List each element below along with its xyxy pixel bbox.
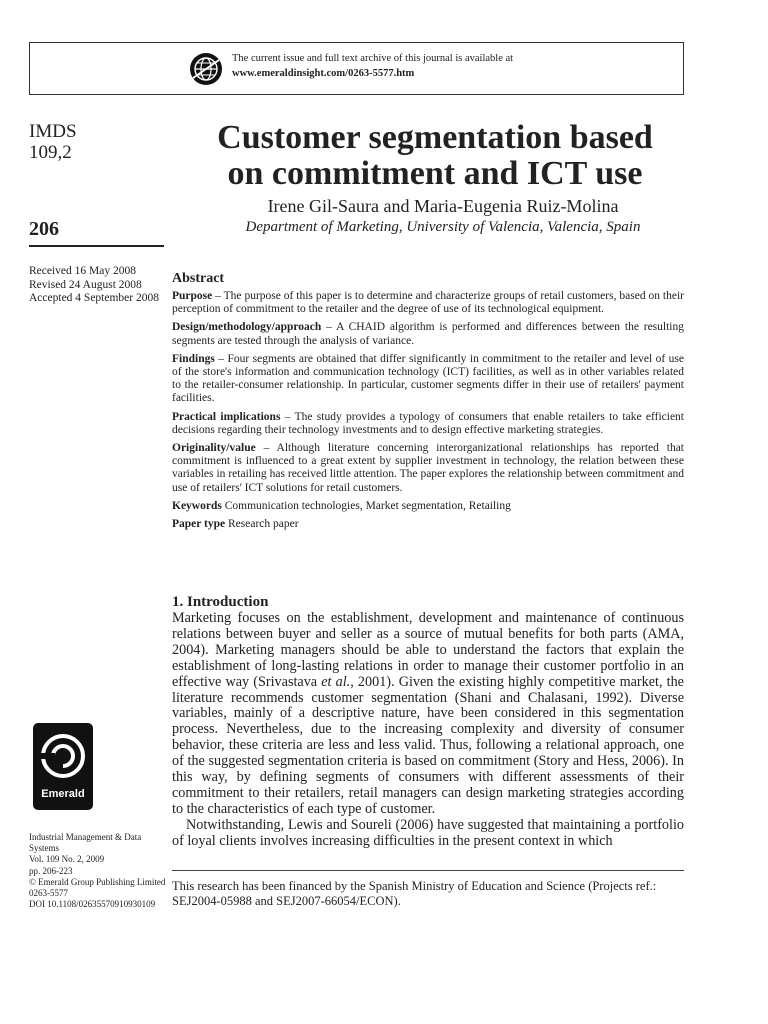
para1-part-a: Marketing focuses on the establishment, development and maintenance of continuous relations between buyer and seller as a source of mutual benefits for both parts (AMA, 2004). Marketing managers should be able to understand the factors that explain the establishment of long-lasting relations in order to manage their customer portfolio in an effective way (Srivastava — [172, 610, 684, 690]
introduction-paragraph-2: Notwithstanding, Lewis and Soureli (2006) have suggested that maintaining a portfolio of loyal clients involves increasing difficulties in the present context in which — [172, 816, 684, 849]
design-label: Design/methodology/approach — [172, 321, 322, 334]
affiliation: Department of Marketing, University of Valencia, Valencia, Spain — [245, 219, 641, 235]
introduction-heading: 1. Introduction — [172, 594, 269, 610]
abstract-originality — [172, 442, 684, 495]
article-title — [170, 120, 700, 192]
revised-date: Revised 24 August 2008 — [29, 278, 142, 291]
introduction-paragraph-1 — [172, 611, 684, 818]
et-al: et al. — [321, 673, 351, 690]
publication-info — [29, 832, 169, 910]
page-number-rule — [29, 245, 164, 247]
authors: Irene Gil-Saura and Maria-Eugenia Ruiz-Molina — [267, 196, 619, 216]
purpose-label: Purpose — [172, 290, 213, 302]
pub-copyright: © Emerald Group Publishing Limited — [29, 876, 166, 887]
originality-text: – Although literature concerning interorganizational relationships has reported that commitment is influenced to a great extent by supplier investment in technology, the relation between these variables in retailing has received little attention. The paper explores the relationship between commitment and use of retailers' ICT solutions for retail customers. — [172, 442, 684, 494]
title-line-2: on commitment and ICT use — [227, 155, 643, 192]
abstract-heading: Abstract — [172, 271, 225, 286]
pub-issn: 0263-5577 — [29, 888, 68, 899]
para1-part-b: , 2001). Given the existing highly competitive market, the literature recommends customer segmentation (Shani and Chalasani, 1992). Diverse variables, mainly of a descriptive nature, have been considered in this segmentation process. Nevertheless, due to the increasing complexity and diversity of consumer behavior, these criteria are less and less valid. Thus, following a relational approach, one of the suggested segmentation criteria is based on commitment (Story and Hess, 2006). In this way, by defining segments of consumers with different assessments of their commitment to their retailers, retail managers can design marketing strategies according to the characteristics of each type of customer. — [172, 673, 684, 817]
keywords-text: Communication technologies, Market segmentation, Retailing — [221, 499, 511, 512]
received-date: Received 16 May 2008 — [29, 265, 136, 277]
pub-journal-line-1: Industrial Management & Data — [29, 832, 142, 842]
pub-pages: pp. 206-223 — [29, 865, 73, 876]
abstract-practical — [172, 411, 684, 437]
paper-type-text: Research paper — [225, 518, 299, 531]
abstract-section — [172, 271, 684, 536]
keywords-label: Keywords — [172, 499, 222, 512]
accepted-date: Accepted 4 September 2008 — [29, 292, 159, 304]
keywords — [172, 500, 684, 513]
findings-text: – Four segments are obtained that differ significantly in commitment to the retailer and level of use of the store's information and communication technology (ICT) facilities, as well as in other variables related to the retailer-consumer relationship. In particular, customer segments differ in their use of retailers' payment facilities. — [172, 352, 684, 405]
page-number: 206 — [29, 218, 59, 240]
title-line-1: Customer segmentation based — [217, 119, 653, 156]
archive-notice: The current issue and full text archive of this journal is available at — [232, 53, 514, 64]
received-dates — [29, 265, 159, 306]
funding-footnote: This research has been financed by the Spanish Ministry of Education and Science (Projects ref.: SEJ2004-05988 and SEJ2007-66054/ECON). — [172, 879, 657, 908]
paper-type-label: Paper type — [172, 518, 226, 531]
design-text: – A CHAID algorithm is performed and differences between the resulting segments are tested through the analysis of variance. — [172, 321, 684, 347]
introduction-section — [172, 594, 684, 850]
globe-icon — [189, 52, 223, 86]
abstract-design — [172, 321, 684, 347]
journal-url-link[interactable]: www.emeraldinsight.com/0263-5577.htm — [232, 68, 415, 79]
emerald-logo-text: Emerald — [41, 788, 85, 800]
practical-label: Practical implications — [172, 410, 281, 423]
journal-volume: 109,2 — [29, 142, 72, 163]
purpose-text: – The purpose of this paper is to determine and characterize groups of retail customers, based on their perception of commitment to the retailer and the degree of use of its technological equipment. — [172, 290, 684, 316]
findings-label: Findings — [172, 352, 215, 365]
emerald-swirl-icon — [33, 725, 93, 787]
pub-doi: DOI 10.1108/02635570910930109 — [29, 899, 156, 910]
abstract-findings — [172, 353, 684, 406]
pub-volume: Vol. 109 No. 2, 2009 — [29, 854, 105, 865]
journal-abbreviation: IMDS — [29, 121, 77, 142]
practical-text: – The study provides a typology of consumers that enable retailers to take efficient decisions regarding their technology investments and to design effective marketing strategies. — [172, 410, 684, 436]
paper-type — [172, 518, 684, 531]
pub-journal-line-2: Systems — [29, 843, 60, 854]
footnote-rule — [172, 870, 684, 871]
abstract-purpose — [172, 290, 684, 316]
originality-label: Originality/value — [172, 442, 256, 455]
